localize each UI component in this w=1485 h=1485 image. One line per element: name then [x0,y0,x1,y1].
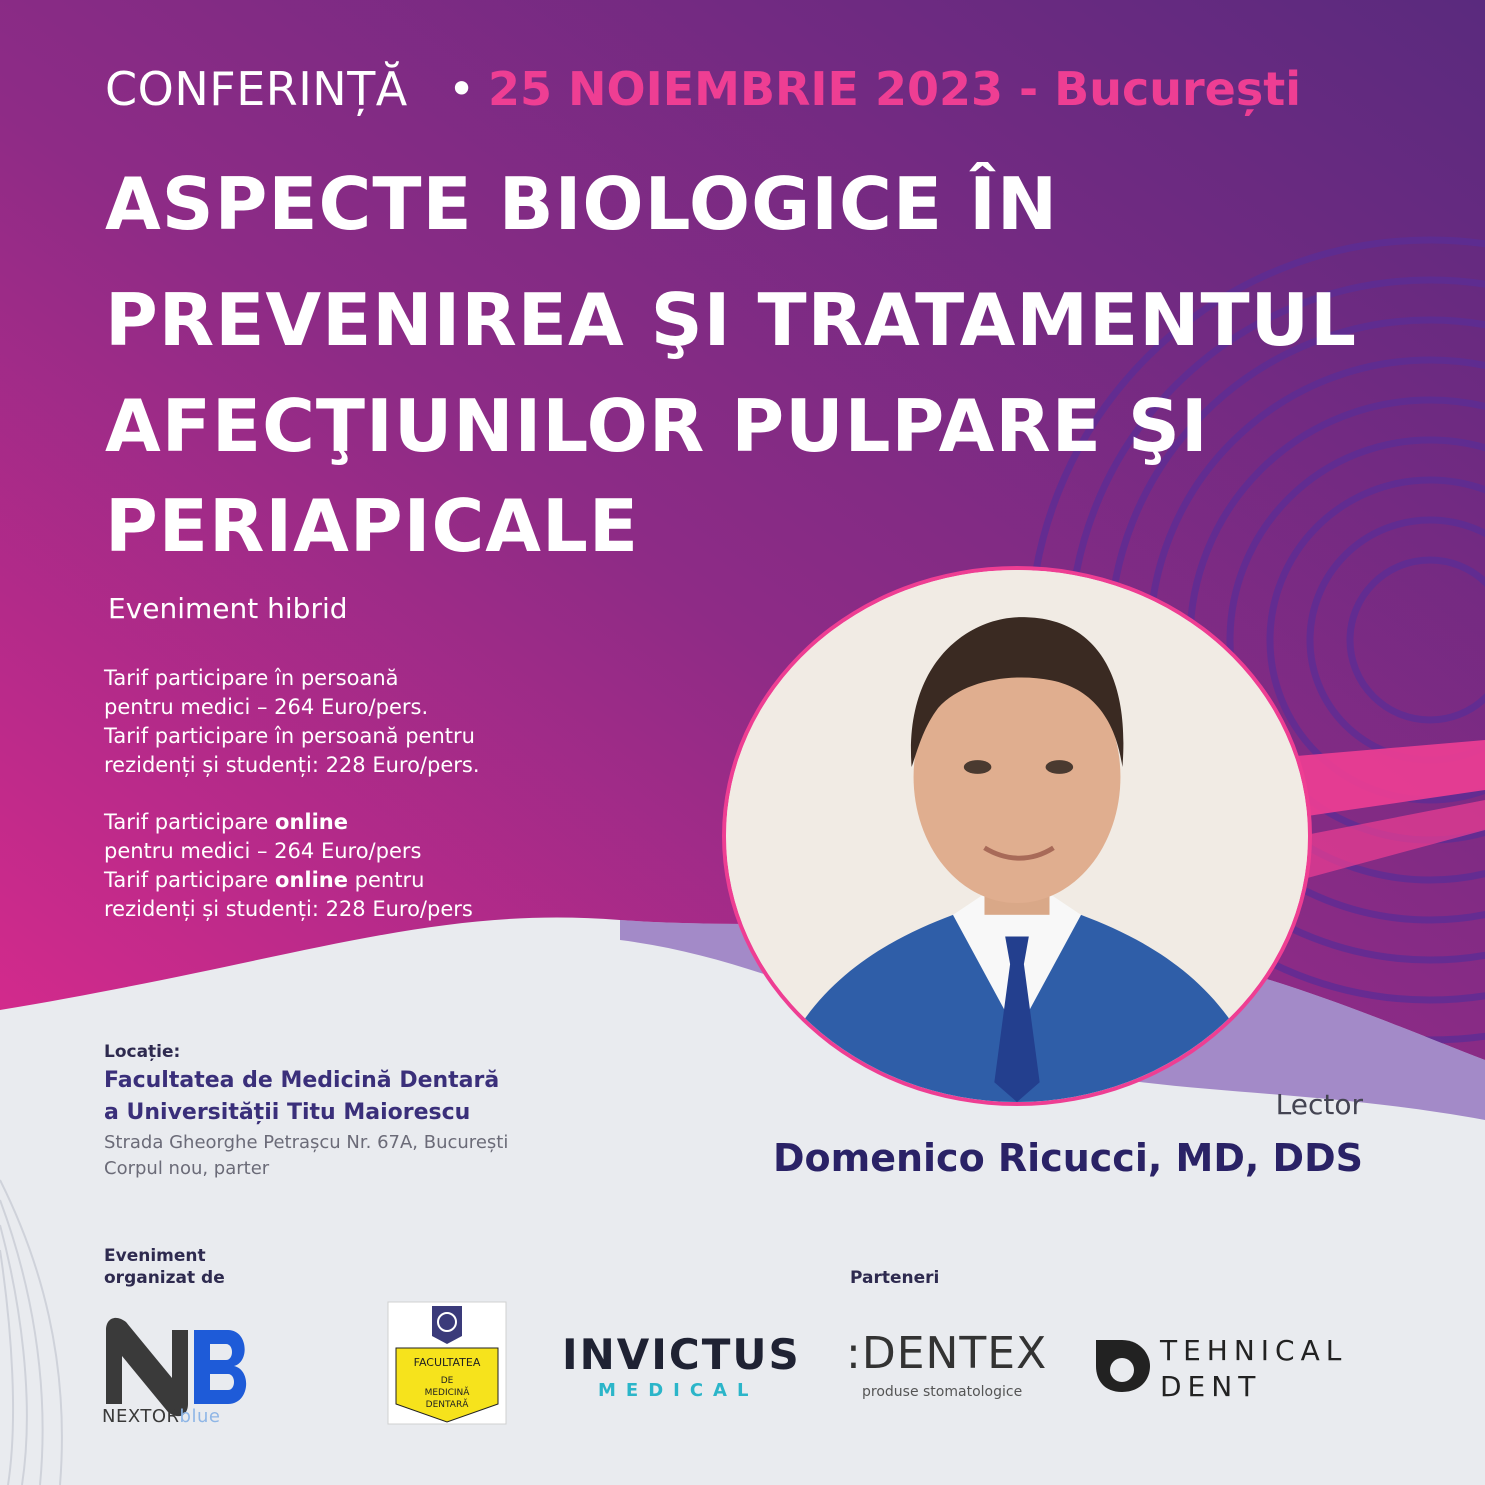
event-type: Eveniment hibrid [108,592,348,625]
title-line-3: AFECŢIUNILOR PULPARE ŞI [105,384,1209,468]
tehnical-dent-logo-text-1: TEHNICAL [1160,1334,1348,1367]
tehnical-dent-logo-text-2: DENT [1160,1370,1262,1403]
title-line-4: PERIAPICALE [105,484,640,568]
title-line-1: ASPECTE BIOLOGICE ÎN [105,162,1059,246]
fee-inperson-doctors-label: Tarif participare în persoană [104,666,399,690]
faculty-logo-text-1: FACULTATEA [413,1356,481,1369]
fee-inperson-doctors-price: pentru medici – 264 Euro/pers. [104,695,429,719]
dentex-logo-text: :DENTEX [846,1328,1048,1379]
nextor-logo-text: NEXTORblue [102,1406,221,1427]
location-address-line-1: Strada Gheorghe Petrașcu Nr. 67A, București [104,1132,509,1153]
fee-online-residents-price: rezidenți și studenți: 228 Euro/pers [104,897,473,921]
fee-online-doctors-label: Tarif participare online [104,810,348,834]
fee-online-doctors-price: pentru medici – 264 Euro/pers [104,839,422,863]
partners-label: Parteneri [850,1268,940,1288]
dentex-logo-subtext: produse stomatologice [862,1384,1023,1400]
fee-online-residents-label: Tarif participare online pentru [104,868,425,892]
tehnical-dent-logo-icon [1090,1334,1154,1398]
location-address-line-2: Corpul nou, parter [104,1158,270,1179]
lecturer-label: Lector [1275,1088,1363,1121]
lecturer-photo [722,566,1312,1106]
lecturer-name: Domenico Ricucci, MD, DDS [772,1136,1363,1180]
location-label: Locație: [104,1042,181,1062]
conference-date-city: 25 NOIEMBRIE 2023 - București [488,62,1301,116]
invictus-logo-text: INVICTUS [562,1330,801,1379]
organizer-label-line-2: organizat de [104,1268,225,1288]
title-line-2: PREVENIREA ŞI TRATAMENTUL [105,278,1357,362]
location-name-line-1: Facultatea de Medicină Dentară [104,1068,500,1093]
organizer-label-line-1: Eveniment [104,1246,206,1266]
faculty-logo-text-4: DENTARĂ [425,1400,469,1410]
faculty-logo-text-2: DE [440,1376,454,1386]
header-separator: • [448,62,476,116]
invictus-logo-subtext: MEDICAL [598,1380,759,1401]
fee-inperson-residents-label: Tarif participare în persoană pentru [104,724,475,748]
faculty-logo-text-3: MEDICINĂ [424,1388,470,1398]
conference-label: CONFERINȚĂ [105,62,408,116]
lecturer-portrait-illustration [726,570,1308,1102]
location-name-line-2: a Universității Titu Maiorescu [104,1100,471,1125]
fee-inperson-residents-price: rezidenți și studenți: 228 Euro/pers. [104,753,480,777]
